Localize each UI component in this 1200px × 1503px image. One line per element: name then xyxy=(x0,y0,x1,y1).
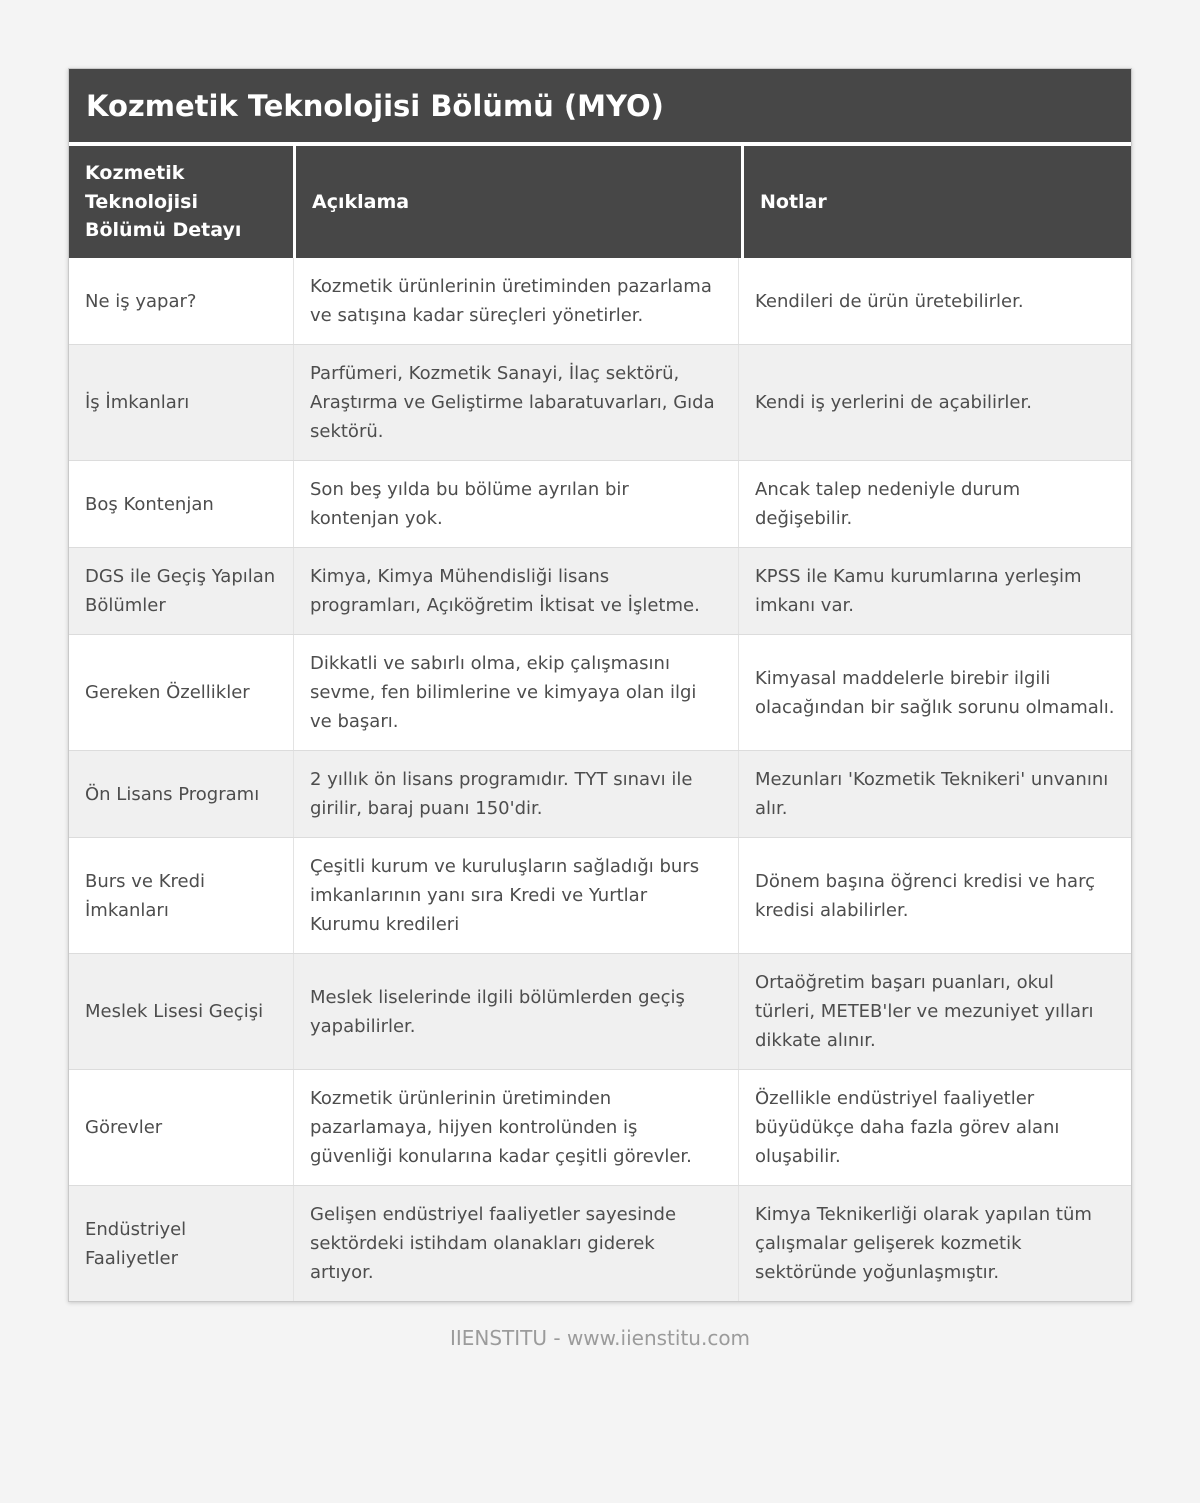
footer-credit: IIENSTITU - www.iienstitu.com xyxy=(449,1326,751,1350)
row-description: Parfümeri, Kozmetik Sanayi, İlaç sektörü, Araştırma ve Geliştirme labaratuvarları, Gıda sektörü. xyxy=(293,345,738,460)
row-notes: Ancak talep nedeniyle durum değişebilir. xyxy=(738,461,1131,547)
row-label: Burs ve Kredi İmkanları xyxy=(85,870,206,921)
row-label: DGS ile Geçiş Yapılan Bölümler xyxy=(85,566,276,616)
row-label: Gereken Özellikler xyxy=(85,682,250,703)
row-notes: KPSS ile Kamu kurumlarına yerleşim imkanı var. xyxy=(738,548,1131,634)
row-notes: Ortaöğretim başarı puanları, okul türleri, METEB'ler ve mezuniyet yılları dikkate alınır. xyxy=(738,954,1131,1069)
column-header-description: Açıklama xyxy=(296,146,741,258)
table-row xyxy=(69,1185,1131,1301)
table-header-row xyxy=(69,146,1131,258)
row-label: Endüstriyel Faaliyetler xyxy=(85,1218,187,1269)
row-label: İş İmkanları xyxy=(85,392,190,413)
row-description: Çeşitli kurum ve kuruluşların sağladığı burs imkanlarının yanı sıra Kredi ve Yurtlar Kurumu kredileri xyxy=(293,838,738,953)
table-row xyxy=(69,1069,1131,1185)
info-card xyxy=(68,68,1132,1302)
row-description: Kozmetik ürünlerinin üretiminden pazarlama ve satışına kadar süreçleri yönetirler. xyxy=(293,258,738,344)
table-row xyxy=(69,460,1131,547)
row-notes: Özellikle endüstriyel faaliyetler büyüdükçe daha fazla görev alanı oluşabilir. xyxy=(738,1070,1131,1185)
row-notes: Kimya Teknikerliği olarak yapılan tüm çalışmalar gelişerek kozmetik sektöründe yoğunlaşmıştır. xyxy=(738,1186,1131,1301)
row-label: Boş Kontenjan xyxy=(85,493,214,515)
table-row xyxy=(69,750,1131,837)
row-label: Ne iş yapar? xyxy=(85,290,197,312)
table-row xyxy=(69,634,1131,750)
row-notes: Kendileri de ürün üretebilirler. xyxy=(738,258,1131,344)
column-header-notes: Notlar xyxy=(744,146,1131,258)
row-description: Son beş yılda bu bölüme ayrılan bir kontenjan yok. xyxy=(293,461,738,547)
table-body xyxy=(69,258,1131,1301)
row-description: Meslek liselerinde ilgili bölümlerden geçiş yapabilirler. xyxy=(293,954,738,1069)
page-title: Kozmetik Teknolojisi Bölümü (MYO) xyxy=(86,88,664,123)
row-notes: Kendi iş yerlerini de açabilirler. xyxy=(738,345,1131,460)
table-row xyxy=(69,258,1131,344)
table-row xyxy=(69,837,1131,953)
row-description: Kimya, Kimya Mühendisliği lisans programları, Açıköğretim İktisat ve İşletme. xyxy=(293,548,738,634)
row-notes: Kimyasal maddelerle birebir ilgili olacağından bir sağlık sorunu olmamalı. xyxy=(738,635,1131,750)
row-description: 2 yıllık ön lisans programıdır. TYT sınavı ile girilir, baraj puanı 150'dir. xyxy=(293,751,738,837)
title-bar xyxy=(69,69,1131,142)
table-row xyxy=(69,547,1131,634)
row-notes: Dönem başına öğrenci kredisi ve harç kredisi alabilirler. xyxy=(738,838,1131,953)
row-label: Ön Lisans Programı xyxy=(85,783,260,805)
table-row xyxy=(69,344,1131,460)
row-description: Dikkatli ve sabırlı olma, ekip çalışmasını sevme, fen bilimlerine ve kimyaya olan ilgi ve başarı. xyxy=(293,635,738,750)
row-description: Kozmetik ürünlerinin üretiminden pazarlamaya, hijyen kontrolünden iş güvenliği konularına kadar çeşitli görevler. xyxy=(293,1070,738,1185)
row-notes: Mezunları 'Kozmetik Teknikeri' unvanını alır. xyxy=(738,751,1131,837)
details-table xyxy=(69,146,1131,1301)
table-row xyxy=(69,953,1131,1069)
row-description: Gelişen endüstriyel faaliyetler sayesinde sektördeki istihdam olanakları giderek artıyor. xyxy=(293,1186,738,1301)
page xyxy=(0,68,1200,1503)
row-label: Meslek Lisesi Geçişi xyxy=(85,1001,264,1022)
column-header-detail: Kozmetik Teknolojisi Bölümü Detayı xyxy=(69,146,293,258)
row-label: Görevler xyxy=(85,1117,163,1138)
